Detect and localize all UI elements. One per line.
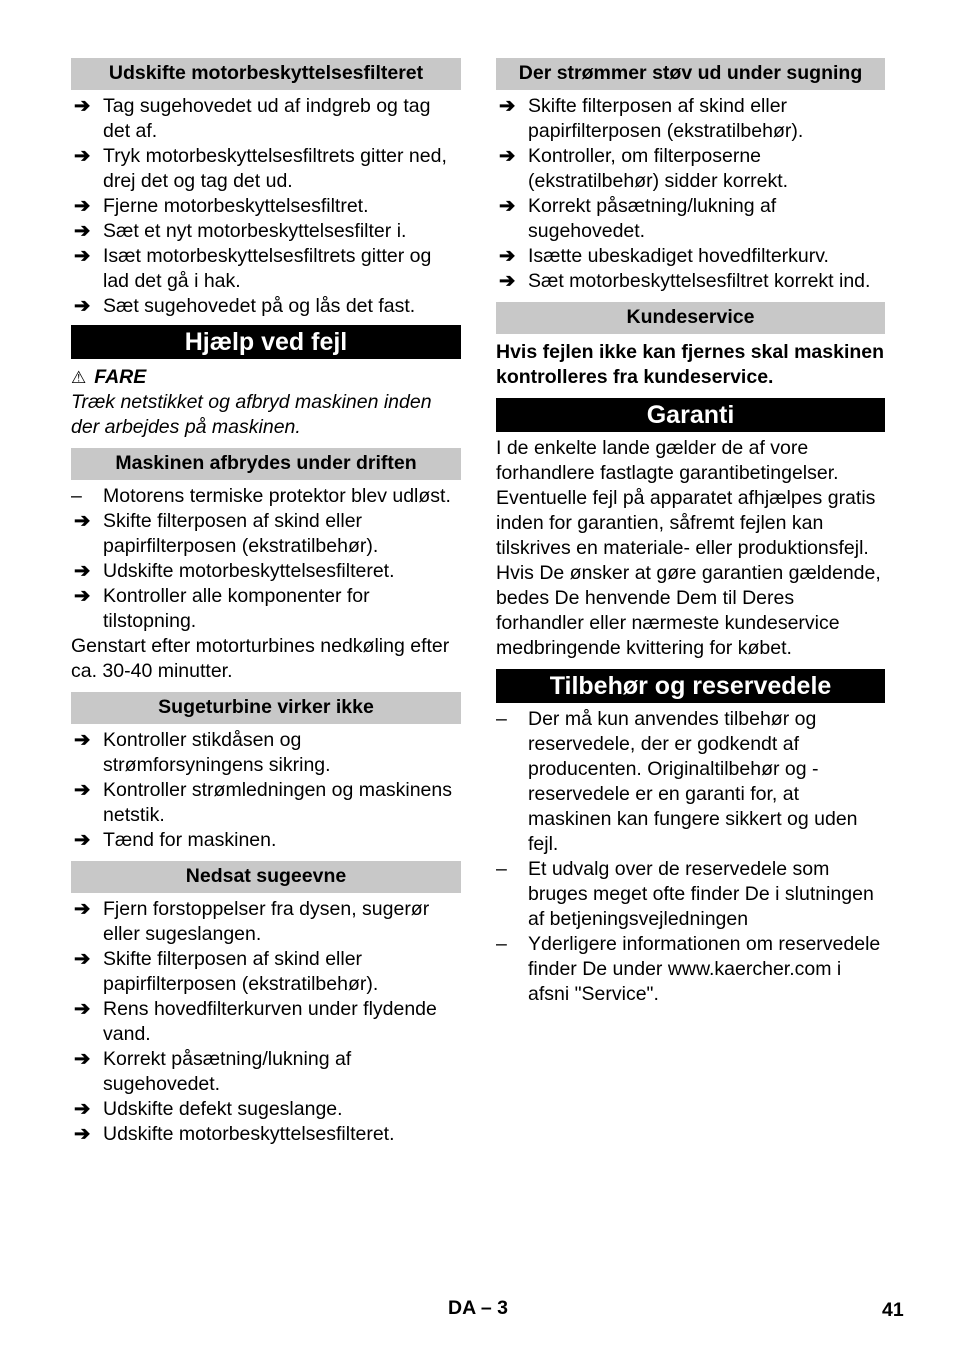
arrow-icon: ➔ (499, 245, 516, 267)
warning-icon: ⚠ (71, 368, 87, 387)
list-item (496, 707, 885, 857)
list-item (496, 857, 885, 932)
list-item (71, 194, 461, 219)
list-item-text: Yderligere informationen om reservedele finder De under www.kaercher.com i afsni "Service". (528, 933, 881, 1005)
list-item (71, 94, 461, 144)
section-page-label: DA – 3 (448, 1297, 508, 1319)
list-item-text: Udskifte motorbeskyttelsesfilteret. (103, 560, 395, 582)
page-number: 41 (882, 1299, 904, 1321)
list-item-text: Et udvalg over de reservedele som bruges meget ofte finder De i slutningen af betjeningsvejledningen (528, 858, 874, 930)
list-item (71, 1122, 461, 1147)
arrow-icon: ➔ (499, 270, 516, 292)
warning-label (71, 365, 461, 390)
arrow-icon: ➔ (74, 220, 91, 242)
chapter-heading-help: Hjælp ved fejl (71, 325, 461, 359)
arrow-icon: ➔ (74, 145, 91, 167)
arrow-icon: ➔ (74, 560, 91, 582)
list-item (71, 1047, 461, 1097)
list-item (71, 509, 461, 559)
accessories-list (496, 707, 885, 1007)
arrow-icon: ➔ (74, 1098, 91, 1120)
list-item-text: Tryk motorbeskyttelsesfiltrets gitter ned, drej det og tag det ud. (103, 145, 447, 192)
list-item-text: Skifte filterposen af skind eller papirfilterposen (ekstratilbehør). (103, 510, 379, 557)
arrow-icon: ➔ (74, 898, 91, 920)
arrow-icon: ➔ (74, 585, 91, 607)
arrow-icon: ➔ (74, 295, 91, 317)
list-item (71, 144, 461, 194)
warning-title: FARE (94, 366, 147, 388)
list-item-text: Kontroller alle komponenter for tilstopning. (103, 585, 370, 632)
list-item-text: Skifte filterposen af skind eller papirfilterposen (ekstratilbehør). (103, 948, 379, 995)
list-item (71, 897, 461, 947)
list-item-text: Tag sugehovedet ud af indgreb og tag det af. (103, 95, 431, 142)
list-item-text: Fjern forstoppelser fra dysen, sugerør eller sugeslangen. (103, 898, 430, 945)
restart-note: Genstart efter motorturbines nedkøling efter ca. 30-40 minutter. (71, 635, 450, 682)
arrow-icon: ➔ (74, 779, 91, 801)
arrow-icon: ➔ (74, 1048, 91, 1070)
section-heading-suction: Nedsat sugeevne (71, 861, 461, 893)
section-heading-interrupted: Maskinen afbrydes under driften (71, 448, 461, 480)
list-item (71, 997, 461, 1047)
section-heading-turbine: Sugeturbine virker ikke (71, 692, 461, 724)
list-item-text: Sæt sugehovedet på og lås det fast. (103, 295, 416, 317)
arrow-icon: ➔ (499, 95, 516, 117)
list-item-text: Isæt motorbeskyttelsesfiltrets gitter og lad det gå i hak. (103, 245, 432, 292)
section-heading-dust: Der strømmer støv ud under sugning (496, 58, 885, 90)
arrow-icon: ➔ (499, 195, 516, 217)
list-item (496, 194, 885, 244)
list-item (71, 484, 461, 509)
chapter-heading-accessories: Tilbehør og reservedele (496, 669, 885, 703)
warning-text: Træk netstikket og afbryd maskinen inden der arbejdes på maskinen. (71, 391, 432, 438)
list-item (71, 1097, 461, 1122)
list-item-text: Korrekt påsætning/lukning af sugehovedet. (528, 195, 777, 242)
list-item-text: Kontroller strømledningen og maskinens netstik. (103, 779, 453, 826)
right-column (496, 58, 885, 1007)
customer-service-text: Hvis fejlen ikke kan fjernes skal maskinen kontrolleres fra kundeservice. (496, 341, 885, 388)
dash-icon: – (71, 485, 82, 507)
section-heading-motor-filter: Udskifte motorbeskyttelsesfilteret (71, 58, 461, 90)
arrow-icon: ➔ (74, 510, 91, 532)
arrow-icon: ➔ (74, 948, 91, 970)
dash-icon: – (496, 933, 507, 955)
steps-suction (71, 897, 461, 1147)
list-item-text: Tænd for maskinen. (103, 829, 277, 851)
arrow-icon: ➔ (74, 195, 91, 217)
list-item (71, 219, 461, 244)
steps-interrupted (71, 484, 461, 634)
list-item-text: Fjerne motorbeskyttelsesfiltret. (103, 195, 369, 217)
list-item-text: Der må kun anvendes tilbehør og reservedele, der er godkendt af producenten. Originaltilbehør og -reservedele er en garanti for, at maskinen kan fungere sikkert og uden fejl. (528, 708, 858, 855)
list-item (71, 244, 461, 294)
arrow-icon: ➔ (74, 1123, 91, 1145)
list-item (71, 728, 461, 778)
list-item (496, 144, 885, 194)
steps-turbine (71, 728, 461, 853)
list-item (71, 947, 461, 997)
arrow-icon: ➔ (74, 829, 91, 851)
list-item (496, 932, 885, 1007)
list-item-text: Kontroller stikdåsen og strømforsyningens sikring. (103, 729, 331, 776)
left-column (71, 58, 461, 1147)
list-item-text: Kontroller, om filterposerne (ekstratilbehør) sidder korrekt. (528, 145, 789, 192)
list-item-text: Rens hovedfilterkurven under flydende vand. (103, 998, 437, 1045)
arrow-icon: ➔ (74, 95, 91, 117)
list-item (496, 94, 885, 144)
arrow-icon: ➔ (499, 145, 516, 167)
steps-motor-filter (71, 94, 461, 319)
list-item-text: Isætte ubeskadiget hovedfilterkurv. (528, 245, 829, 267)
list-item (71, 584, 461, 634)
dash-icon: – (496, 858, 507, 880)
list-item (71, 294, 461, 319)
arrow-icon: ➔ (74, 998, 91, 1020)
section-heading-customer-service: Kundeservice (496, 302, 885, 334)
list-item (496, 244, 885, 269)
list-item-text: Skifte filterposen af skind eller papirfilterposen (ekstratilbehør). (528, 95, 804, 142)
list-item-text: Udskifte motorbeskyttelsesfilteret. (103, 1123, 395, 1145)
list-item (71, 828, 461, 853)
arrow-icon: ➔ (74, 729, 91, 751)
arrow-icon: ➔ (74, 245, 91, 267)
chapter-heading-warranty: Garanti (496, 398, 885, 432)
list-item (496, 269, 885, 294)
dash-icon: – (496, 708, 507, 730)
warranty-text: I de enkelte lande gælder de af vore forhandlere fastlagte garantibetingelser. Eventuelle fejl på apparatet afhjælpes gratis inden for garantien, såfremt fejlen kan tilskrives en materiale- eller produktionsfejl. Hvis De ønsker at gøre garantien gældende, bedes De henvende Dem til Deres forhandler eller nærmeste kundeservice medbringende kvittering for købet. (496, 437, 881, 659)
list-item-text: Sæt et nyt motorbeskyttelsesfilter i. (103, 220, 407, 242)
list-item-text: Udskifte defekt sugeslange. (103, 1098, 343, 1120)
steps-dust (496, 94, 885, 294)
list-item-text: Motorens termiske protektor blev udløst. (103, 485, 451, 507)
list-item (71, 778, 461, 828)
list-item (71, 559, 461, 584)
list-item-text: Sæt motorbeskyttelsesfiltret korrekt ind. (528, 270, 871, 292)
list-item-text: Korrekt påsætning/lukning af sugehovedet. (103, 1048, 352, 1095)
